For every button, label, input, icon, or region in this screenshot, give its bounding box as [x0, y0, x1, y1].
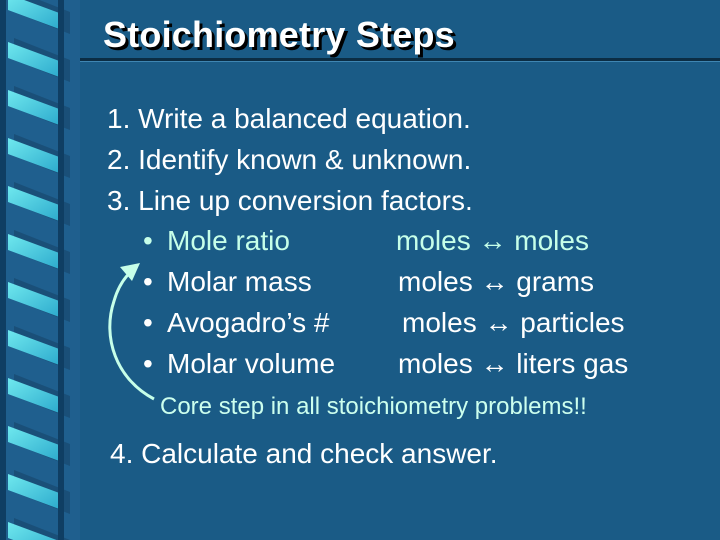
factor-conversion: moles ↔ particles — [402, 307, 625, 338]
step-4: 4. Calculate and check answer. — [110, 438, 498, 469]
left-decorative-border — [0, 0, 80, 540]
step-2: 2. Identify known & unknown. — [107, 144, 472, 175]
deco-vertical-bar — [58, 0, 64, 540]
factor-name: Molar volume — [167, 348, 336, 379]
bullet-marker: • — [143, 307, 153, 338]
core-step-note: Core step in all stoichiometry problems!! — [160, 393, 587, 420]
factor-conversion: moles ↔ grams — [398, 266, 595, 297]
factor-name: Mole ratio — [167, 225, 290, 256]
factor-name: Molar mass — [167, 266, 312, 297]
factor-conversion: moles ↔ liters gas — [398, 348, 629, 379]
step-3: 3. Line up conversion factors. — [107, 185, 473, 216]
deco-vertical-bar — [0, 0, 6, 540]
step-1: 1. Write a balanced equation. — [107, 103, 471, 134]
factor-conversion: moles ↔ moles — [396, 225, 589, 256]
bullet-marker: • — [143, 266, 153, 297]
slide-title: Stoichiometry Steps — [103, 14, 455, 55]
factor-name: Avogadro’s # — [167, 307, 330, 338]
bullet-marker: • — [143, 348, 153, 379]
curved-arrow-icon — [90, 255, 170, 415]
bullet-marker: • — [143, 225, 153, 256]
title-divider — [80, 58, 720, 62]
